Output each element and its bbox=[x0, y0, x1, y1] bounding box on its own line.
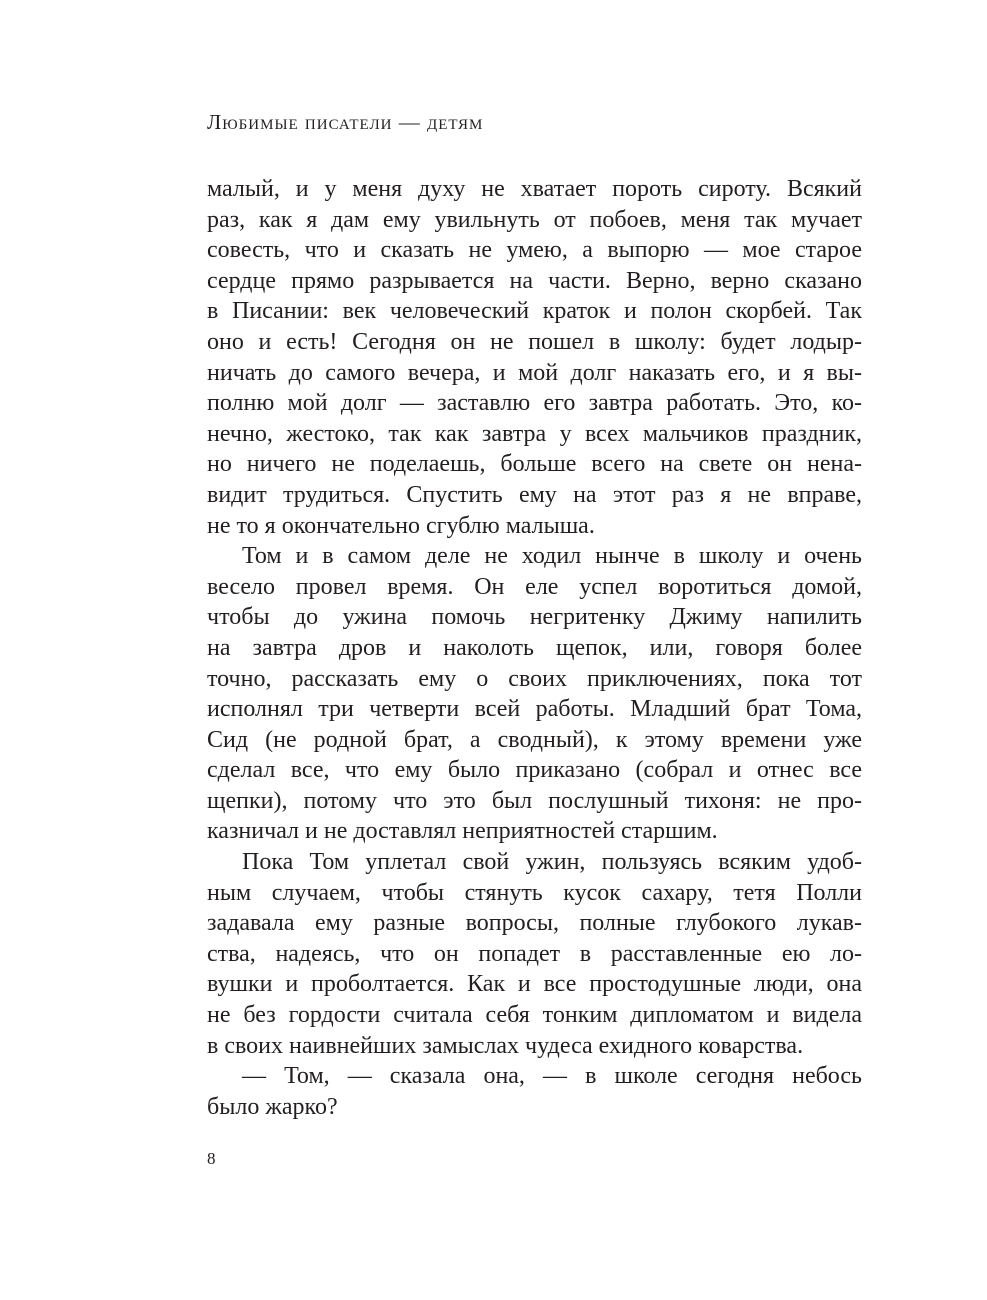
text-line: точно, рассказать ему о своих приключениях, пока тот bbox=[207, 665, 862, 692]
text-line: ства, надеясь, что он попадет в расставленные ею ло- bbox=[207, 940, 862, 967]
text-line: раз, как я дам ему увильнуть от побоев, меня так мучает bbox=[207, 206, 862, 233]
text-line: совесть, что и сказать не умею, а выпорю — мое старое bbox=[207, 237, 862, 264]
text-line: было жарко? bbox=[207, 1093, 338, 1120]
paragraph bbox=[207, 174, 862, 541]
text-line: чтобы до ужина помочь негритенку Джиму напилить bbox=[207, 604, 862, 631]
running-head: Любимые писатели — детям bbox=[207, 110, 484, 134]
text-line: в своих наивнейших замыслах чудеса ехидного коварства. bbox=[207, 1032, 804, 1059]
text-line: в Писании: век человеческий краток и полон скорбей. Так bbox=[207, 298, 862, 325]
text-line: Пока Том уплетал свой ужин, пользуясь всяким удоб- bbox=[242, 849, 862, 876]
text-line: полню мой долг — заставлю его завтра работать. Это, ко- bbox=[207, 390, 862, 417]
text-line: на завтра дров и наколоть щепок, или, говоря более bbox=[207, 634, 862, 661]
text-line: ничать до самого вечера, и мой долг наказать его, и я вы- bbox=[207, 359, 862, 386]
text-line: сердце прямо разрывается на части. Верно, верно сказано bbox=[207, 267, 862, 294]
text-line: ным случаем, чтобы стянуть кусок сахару, тетя Полли bbox=[207, 879, 862, 906]
text-line: не то я окончательно сгублю малыша. bbox=[207, 512, 595, 539]
text-line: но ничего не поделаешь, больше всего на свете он нена- bbox=[207, 451, 862, 478]
text-line: щепки), потому что это был послушный тихоня: не про- bbox=[207, 787, 862, 814]
text-line: задавала ему разные вопросы, полные глубокого лукав- bbox=[207, 910, 862, 937]
text-line: вушки и проболтается. Как и все простодушные люди, она bbox=[207, 971, 862, 998]
text-line: малый, и у меня духу не хватает пороть сироту. Всякий bbox=[207, 176, 862, 202]
text-line: не без гордости считала себя тонким дипломатом и видела bbox=[207, 1002, 862, 1029]
text-line: нечно, жестоко, так как завтра у всех мальчиков праздник, bbox=[207, 420, 862, 447]
text-line: — Том, — сказала она, — в школе сегодня небось bbox=[242, 1063, 862, 1090]
paragraph bbox=[207, 1061, 862, 1122]
text-line: оно и есть! Сегодня он не пошел в школу: будет лодыр- bbox=[207, 328, 862, 355]
text-line: сделал все, что ему было приказано (собрал и отнес все bbox=[207, 757, 862, 784]
body-text bbox=[207, 174, 862, 1122]
text-line: весело провел время. Он еле успел воротиться домой, bbox=[207, 573, 862, 600]
paragraph bbox=[207, 541, 862, 847]
text-line: Том и в самом деле не ходил нынче в школу и очень bbox=[242, 543, 862, 570]
text-line: казничал и не доставлял неприятностей старшим. bbox=[207, 818, 718, 845]
paragraph bbox=[207, 847, 862, 1061]
text-line: видит трудиться. Спустить ему на этот раз я не вправе, bbox=[207, 481, 862, 508]
text-line: исполнял три четверти всей работы. Младший брат Тома, bbox=[207, 696, 862, 723]
page-number: 8 bbox=[207, 1149, 216, 1168]
text-line: Сид (не родной брат, а сводный), к этому времени уже bbox=[207, 726, 862, 753]
